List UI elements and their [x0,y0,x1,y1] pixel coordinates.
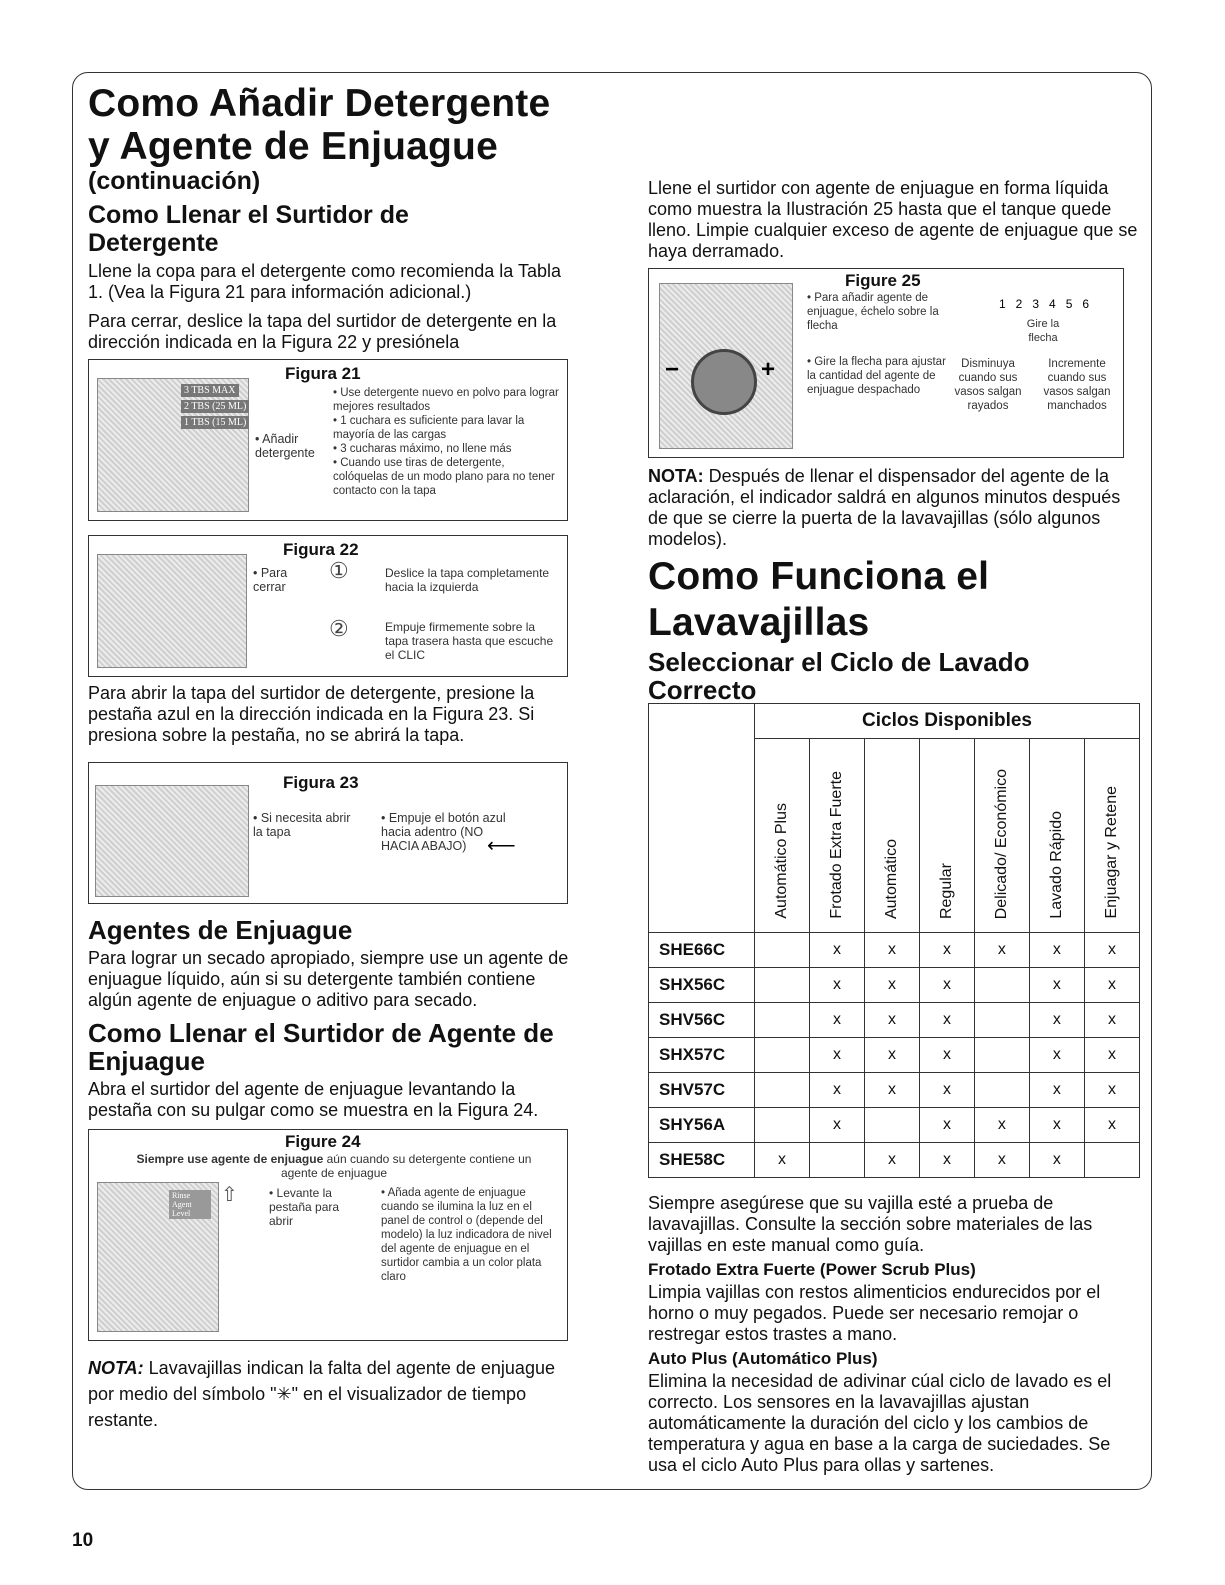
cycle-name: Regular [938,862,956,919]
add-rinse-text: • Añada agente de enjuague cuando se ilumina la luz en el panel de control o (depende del modelo) la luz indicadora de nivel del agente de enjuague en el surtidor cambia a un color plata claro [381,1187,552,1283]
left-column [88,82,570,1433]
cycle-name: Frotado Extra Fuerte [828,771,846,919]
cycle-mark-cell: x [974,933,1029,968]
cycle-mark-cell: x [919,1038,974,1073]
cycle-mark-cell: x [1084,1038,1139,1073]
note-rinse [88,1355,570,1433]
cycle-mark-cell: x [864,1038,919,1073]
figure-23 [88,762,568,904]
cycle-mark-cell: x [864,933,919,968]
table-row [649,1038,1140,1073]
cycle-header-cell [809,739,864,933]
model-cell: SHE66C [649,933,755,968]
cycle-mark-cell [974,968,1029,1003]
bullet-3: • 3 cucharas máximo, no llene más [333,443,512,455]
cycle-header-cell [919,739,974,933]
cycle-mark-cell: x [1084,968,1139,1003]
cycle-mark-cell: x [974,1143,1029,1178]
cycle-mark-cell [755,1003,810,1038]
close-label: • Para cerrar [253,566,288,594]
fig23-right-label: • Empuje el botón azul hacia adentro (NO HACIA ABAJO) [381,811,506,853]
cycle-mark-cell [974,1073,1029,1108]
cycle-mark-cell: x [919,1143,974,1178]
cycle-mark-cell: x [809,1003,864,1038]
right-column [648,178,1140,704]
cycle-mark-cell [974,1003,1029,1038]
para-fill-rinse: Abra el surtidor del agente de enjuague levantando la pestaña con su pulgar como se muestra en la Figura 24. [88,1079,539,1120]
fig23-left-label: • Si necesita abrir la tapa [253,811,351,839]
cycle-mark-cell: x [1084,1003,1139,1038]
heading-fill-detergent: Como Llenar el Surtidor de Detergente [88,201,409,257]
fig25-bullet-2: • Gire la flecha para ajustar la cantidad del agente de enjuague despachado [807,356,946,396]
model-cell: SHV56C [649,1003,755,1038]
cycle-mark-cell: x [919,968,974,1003]
cycle-mark-cell: x [755,1143,810,1178]
cycle-mark-cell [755,1073,810,1108]
bullet-1: • Use detergente nuevo en polvo para lograr mejores resultados [333,387,559,413]
cycle-header-cell [755,739,810,933]
cycle-mark-cell: x [864,1003,919,1038]
cycle-table [648,703,1140,1178]
bullet-2: • 1 cuchara es suficiente para lavar la mayoría de las cargas [333,415,525,441]
table-row [649,933,1140,968]
para-safe: Siempre asegúrese que su vajilla esté a prueba de lavavajillas. Consulte la sección sobre materiales de las vajillas en este manual como guía. [648,1193,1093,1255]
note-label: NOTA: [88,1358,144,1378]
right-column-lower [648,1193,1140,1476]
heading-auto: Auto Plus (Automático Plus) [648,1349,878,1368]
figure-21-title: Figura 21 [285,364,361,383]
cycle-mark-cell: x [1029,1108,1084,1143]
cycle-mark-cell [755,1038,810,1073]
model-cell: SHX57C [649,1038,755,1073]
para-scrub: Limpia vajillas con restos alimenticios endurecidos por el horno o muy pegados. Puede ser necesario remojar o restregar estos trastes a mano. [648,1282,1101,1344]
figure-23-title: Figura 23 [283,773,359,792]
heading-select-cycle: Seleccionar el Ciclo de Lavado Correcto [648,647,1030,705]
figure-25 [648,268,1124,458]
figure-21-bullets [333,386,561,498]
para-auto: Elimina la necesidad de adivinar cúal ciclo de lavado es el correcto. Los sensores en la lavavajillas ajustan automáticamente la duración del ciclo y los cambios de temperatura y agua en base a la carga de suciedades. Se usa el ciclo Auto Plus para ollas y sartenes. [648,1371,1112,1475]
note-text: Lavavajillas indican la falta del agente de enjuague por medio del símbolo "✳" en el visualizador de tiempo restante. [88,1358,555,1430]
table-row [649,1108,1140,1143]
page-number: 10 [72,1530,94,1551]
cycle-mark-cell: x [919,1003,974,1038]
figure-24-title: Figure 24 [285,1132,361,1151]
figure-24 [88,1129,568,1341]
para-fill-top: Llene el surtidor con agente de enjuague en forma líquida como muestra la Ilustración 25 hasta que el tanque quede lleno. Limpie cualquier exceso de agente de enjuague que se haya derramado. [648,178,1138,261]
model-cell: SHX56C [649,968,755,1003]
cup-label-2tbs: 2 TBS (25 ML) [181,400,249,413]
cycle-mark-cell [755,968,810,1003]
para-open: Para abrir la tapa del surtidor de detergente, presione la pestaña azul en la dirección indicada en la Figura 23. Si presiona sobre la pestaña, no se abrirá la tapa. [88,683,535,745]
cycle-mark-cell: x [864,1073,919,1108]
figure-22 [88,535,568,677]
cycle-mark-cell: x [1084,1073,1139,1108]
cycle-mark-cell: x [919,1073,974,1108]
bullet-4: • Cuando use tiras de detergente, colóquelas de un modo plano para no tener contacto con la tapa [333,457,555,497]
decrease-text: Disminuya cuando sus vasos salgan rayados [954,358,1022,412]
cup-label-1tbs: 1 TBS (15 ML) [181,416,249,429]
cycle-mark-cell: x [919,1108,974,1143]
cycle-mark-cell [755,933,810,968]
cycle-mark-cell: x [864,968,919,1003]
figure-24-caption: Siempre use agente de enjuague aún cuando su detergente contiene un agente de enjuague [136,1152,532,1180]
cycle-mark-cell: x [1029,1038,1084,1073]
note-indicator-text: Después de llenar el dispensador del agente de la aclaración, el indicador saldrá en algunos minutos después de que se cierre la puerta de la lavavajillas (sólo algunos modelos). [648,466,1121,549]
cycle-name: Delicado/ Económico [993,768,1011,919]
step-2-icon: ② [329,616,349,641]
dial-knob[interactable] [691,349,757,415]
para-rinse: Para lograr un secado apropiado, siempre use un agente de enjuague líquido, aún si su detergente también contiene algún agente de enjuague o aditivo para secado. [88,948,569,1010]
heading-fill-rinse: Como Llenar el Surtidor de Agente de Enjuague [88,1018,554,1076]
cycle-header-cell [1084,739,1139,933]
figure-23-illustration [95,785,249,897]
step-1-text: Deslice la tapa completamente hacia la izquierda [385,566,550,594]
cycle-mark-cell: x [1029,1073,1084,1108]
table-row [649,1073,1140,1108]
heading-scrub: Frotado Extra Fuerte (Power Scrub Plus) [648,1260,976,1279]
step-2-text: Empuje firmemente sobre la tapa trasera hasta que escuche el CLIC [385,620,554,662]
increase-text: Incremente cuando sus vasos salgan manchados [1043,358,1111,412]
add-detergent-label: • Añadir detergente [255,432,315,460]
cycle-name: Enjuagar y Retene [1103,786,1121,919]
cycle-mark-cell: x [1029,933,1084,968]
model-cell: SHY56A [649,1108,755,1143]
cycle-mark-cell [1084,1143,1139,1178]
cycle-header-cell [1029,739,1084,933]
lift-tab-label: • Levante la pestaña para abrir [269,1186,340,1228]
rinse-level-label: Rinse Agent Level [169,1190,211,1219]
cup-label-3tbs: 3 TBS MAX [181,384,239,397]
page-title-sub: (continuación) [88,167,261,195]
cycle-mark-cell: x [809,933,864,968]
para-fill-2: Para cerrar, deslice la tapa del surtidor de detergente en la dirección indicada en la Figura 22 y presiónela [88,311,557,352]
cycle-mark-cell: x [974,1108,1029,1143]
cycle-mark-cell: x [864,1143,919,1178]
cycle-mark-cell [755,1108,810,1143]
left-arrow-icon: ⟵ [487,835,516,857]
table-corner [649,704,755,933]
cycle-mark-cell: x [809,1038,864,1073]
cycle-mark-cell: x [1029,968,1084,1003]
turn-arrow-label: Gire la flecha [1026,318,1060,344]
cycle-mark-cell: x [1084,1108,1139,1143]
cycle-name: Automático [883,838,901,919]
figure-21 [88,359,568,521]
table-row [649,968,1140,1003]
minus-sign: − [665,356,680,383]
up-arrow-icon: ⇧ [221,1184,238,1206]
para-fill-1: Llene la copa para el detergente como recomienda la Tabla 1. (Vea la Figura 21 para información adicional.) [88,261,561,302]
cycle-mark-cell: x [1029,1143,1084,1178]
table-row [649,1003,1140,1038]
heading-how-works: Como Funciona el Lavavajillas [648,555,990,644]
table-row [649,1143,1140,1178]
cycle-header-cell [974,739,1029,933]
cycle-mark-cell [864,1108,919,1143]
cycle-name: Lavado Rápido [1048,811,1066,919]
cycle-name: Automático Plus [773,803,791,919]
figure-21-illustration [97,378,249,512]
cycle-header-cell [864,739,919,933]
note-indicator-label: NOTA: [648,466,704,486]
figure-25-title: Figure 25 [845,271,921,290]
plus-sign: + [761,356,776,383]
heading-rinse-agents: Agentes de Enjuague [88,915,353,945]
page-title-line1: Como Añadir Detergente [88,82,551,125]
cycle-mark-cell: x [1029,1003,1084,1038]
cycle-mark-cell: x [1084,933,1139,968]
cycle-mark-cell: x [809,1108,864,1143]
cycle-mark-cell: x [809,968,864,1003]
figure-22-title: Figura 22 [283,540,359,559]
dial-numbers: 123456 [998,297,1100,311]
figure-22-illustration [97,554,247,668]
note-indicator [648,466,1140,550]
cycle-mark-cell [809,1143,864,1178]
cycle-mark-cell [974,1038,1029,1073]
cycle-mark-cell: x [919,933,974,968]
cycle-mark-cell: x [809,1073,864,1108]
model-cell: SHE58C [649,1143,755,1178]
page-title-line2: y Agente de Enjuague [88,125,498,168]
fig25-bullet-1: • Para añadir agente de enjuague, échelo sobre la flecha [807,292,939,332]
cycles-header: Ciclos Disponibles [755,704,1140,739]
step-1-icon: ① [329,558,349,583]
model-cell: SHV57C [649,1073,755,1108]
clic-text: CLIC [397,648,426,662]
